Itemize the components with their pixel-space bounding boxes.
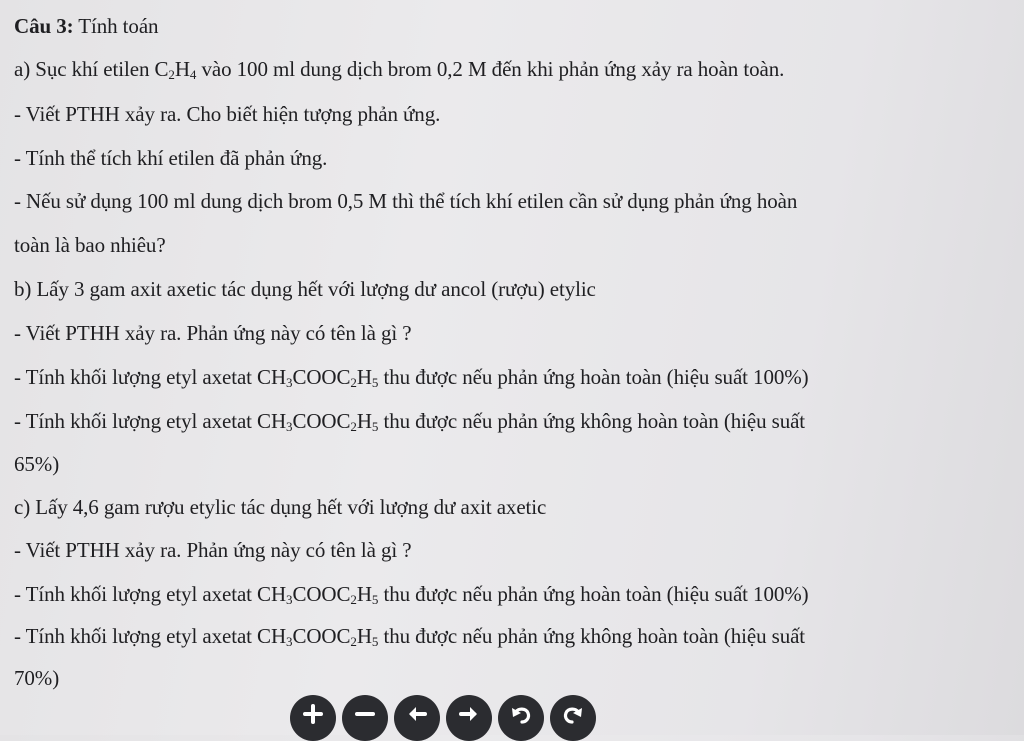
line-c-intro: c) Lấy 4,6 gam rượu etylic tác dụng hết với lượng dư axit axetic [14,495,547,519]
line-a-1: - Viết PTHH xảy ra. Cho biết hiện tượng phản ứng. [14,102,441,126]
next-button[interactable] [446,695,492,741]
arrow-right-icon [458,703,480,725]
line-a-3: - Nếu sử dụng 100 ml dung dịch brom 0,5 M thì thể tích khí etilen cần sử dụng phản ứng hoàn [14,189,798,213]
question-heading [14,13,1016,39]
line-c-3b: 70%) [14,666,60,690]
question-title: Tính toán [73,14,159,38]
line-c-1: - Viết PTHH xảy ra. Phản ứng này có tên là gì ? [14,538,412,562]
previous-button[interactable] [394,695,440,741]
minus-icon [354,703,376,725]
line-b-3: - Tính khối lượng etyl axetat $CH_3COOC_2H_5$ thu được nếu phản ứng không hoàn toàn (hiệu suất [14,409,806,434]
arrow-left-icon [406,703,428,725]
plus-icon [302,703,324,725]
line-c-2: - Tính khối lượng etyl axetat $CH_3COOC_2H_5$ thu được nếu phản ứng hoàn toàn (hiệu suất 100%) [14,582,809,607]
zoom-out-button[interactable] [342,695,388,741]
zoom-in-button[interactable] [290,695,336,741]
rotate-left-icon [510,703,532,725]
line-a-3b: toàn là bao nhiêu? [14,233,166,257]
line-b-2: - Tính khối lượng etyl axetat $CH_3COOC_2H_5$ thu được nếu phản ứng hoàn toàn (hiệu suất 100%) [14,365,809,390]
rotate-right-button[interactable] [550,695,596,741]
question-number: Câu 3: [14,14,74,38]
line-a-intro: a) Sục khí etilen $C_2H_4$ vào 100 ml dung dịch brom 0,2 M đến khi phản ứng xảy ra hoàn toàn. [14,57,785,82]
rotate-left-button[interactable] [498,695,544,741]
rotate-right-icon [562,703,584,725]
line-b-3b: 65%) [14,452,60,476]
line-c-3: - Tính khối lượng etyl axetat $CH_3COOC_2H_5$ thu được nếu phản ứng không hoàn toàn (hiệu suất [14,624,806,649]
image-viewer-toolbar [290,695,596,741]
line-b-intro: b) Lấy 3 gam axit axetic tác dụng hết với lượng dư ancol (rượu) etylic [14,277,596,301]
line-b-1: - Viết PTHH xảy ra. Phản ứng này có tên là gì ? [14,321,412,345]
line-a-2: - Tính thể tích khí etilen đã phản ứng. [14,146,328,170]
